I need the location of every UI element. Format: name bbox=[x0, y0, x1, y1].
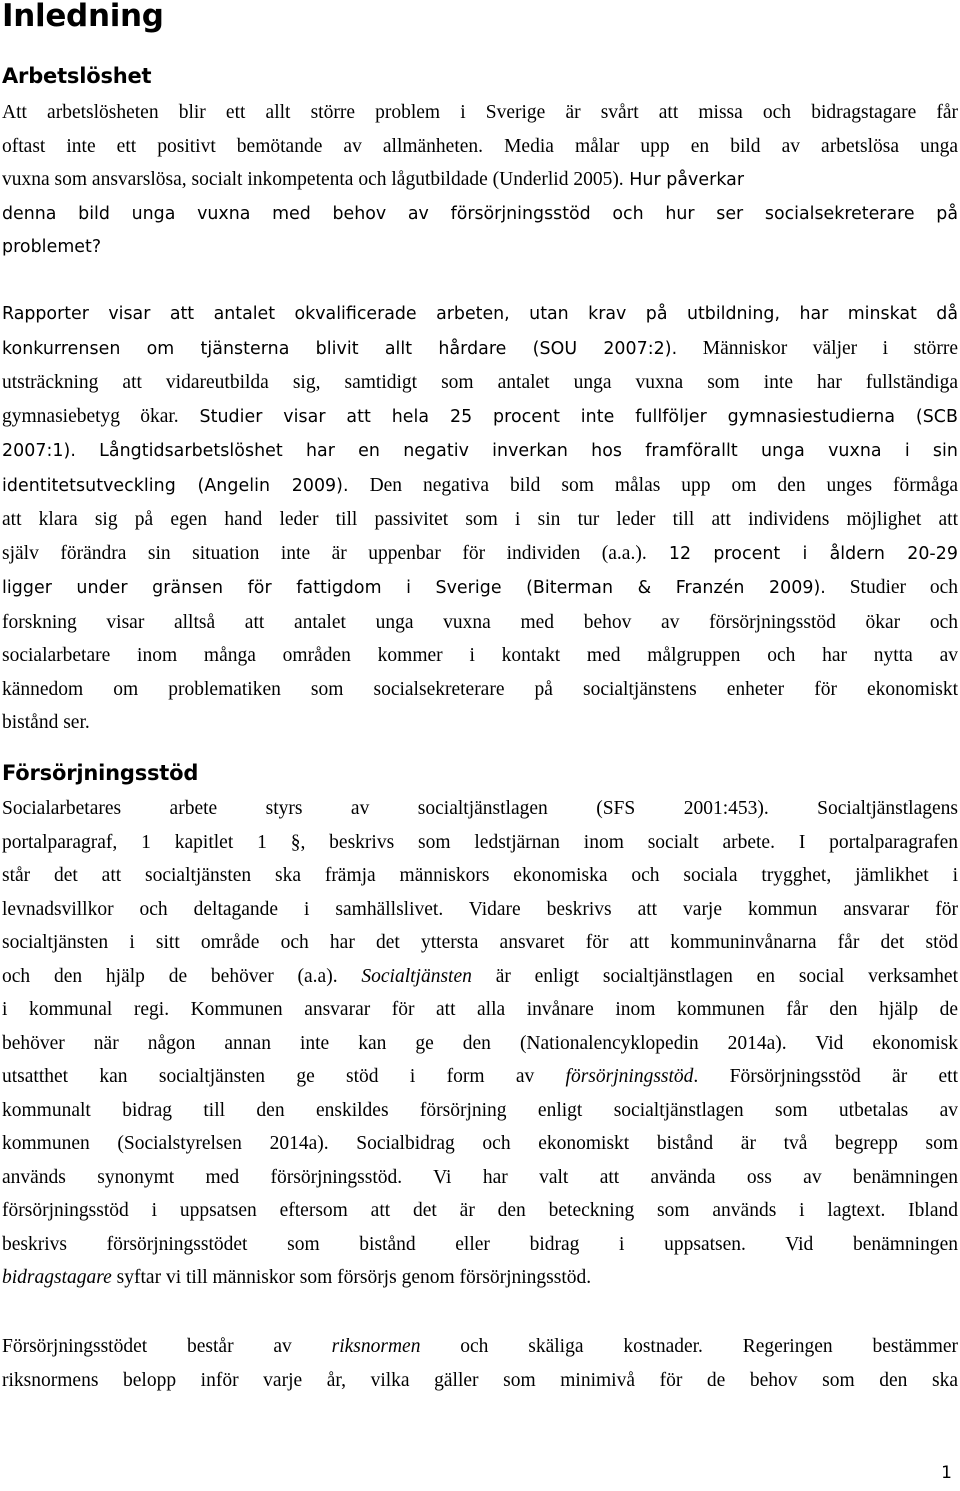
section-heading-forsorjningsstod: Försörjningsstöd bbox=[2, 761, 199, 785]
text-line bbox=[2, 400, 958, 435]
text-line bbox=[2, 960, 958, 994]
text-run: identitetsutveckling (Angelin 2009). bbox=[2, 475, 349, 496]
text-line bbox=[2, 434, 958, 469]
paragraph-forsorjningsstod-1 bbox=[2, 792, 958, 1295]
text-run: och den hjälp de behöver (a.a). bbox=[2, 965, 338, 987]
text-line: utsträckning att vidareutbilda sig, samtidigt som antalet unga vuxna som inte har fullständiga bbox=[2, 372, 958, 393]
page-number: 1 bbox=[941, 1463, 952, 1483]
text-line bbox=[2, 1261, 958, 1295]
page-title: Inledning bbox=[2, 0, 164, 34]
text-run: . Försörjningsstöd är ett bbox=[693, 1066, 958, 1087]
text-line: oftast inte ett positivt bemötande av allmänheten. Media målar upp en bild av arbetslösa unga bbox=[2, 135, 958, 157]
text-run: 12 procent i åldern 20-29 bbox=[646, 543, 958, 564]
text-line bbox=[2, 1060, 958, 1094]
text-run: vuxna som ansvarslösa, socialt inkompetenta och lågutbildade (Underlid 2005). bbox=[2, 169, 624, 190]
text-line bbox=[2, 163, 958, 198]
text-run: gymnasiebetyg ökar. bbox=[2, 405, 179, 427]
text-run: Människor väljer i större bbox=[677, 337, 958, 359]
text-line: Att arbetslösheten blir ett allt större problem i Sverige är svårt att missa och bidragstagare får bbox=[2, 102, 958, 123]
text-line bbox=[2, 1330, 958, 1364]
text-line: bistånd ser. bbox=[2, 712, 90, 733]
text-line: levnadsvillkor och deltagande i samhällslivet. Vidare beskrivs att varje kommun ansvarar för bbox=[2, 898, 958, 920]
text-run: utsatthet kan socialtjänsten ge stöd i form av bbox=[2, 1066, 566, 1087]
text-run-italic: bidragstagare bbox=[2, 1267, 112, 1288]
text-line: Rapporter visar att antalet okvalificerade arbeten, utan krav på utbildning, har minskat då bbox=[2, 304, 958, 324]
text-run-italic: Socialtjänsten bbox=[361, 965, 472, 987]
text-run: Studier visar att hela 25 procent inte fullföljer gymnasiestudierna (SCB bbox=[178, 406, 958, 427]
text-run: Den negativa bild som målas upp om den unges förmåga bbox=[348, 474, 958, 496]
text-line: står det att socialtjänsten ska främja människors ekonomiska och sociala trygghet, jämlikhet i bbox=[2, 865, 958, 886]
text-line: behöver när någon annan inte kan ge den (Nationalencyklopedin 2014a). Vid ekonomisk bbox=[2, 1032, 958, 1054]
text-run: är enligt socialtjänstlagen en social verksamhet bbox=[471, 965, 958, 987]
text-run-italic: försörjningsstöd bbox=[565, 1066, 694, 1087]
text-line: denna bild unga vuxna med behov av försörjningsstöd och hur ser socialsekreterare på bbox=[2, 203, 958, 224]
text-run-italic: riksnormen bbox=[331, 1336, 421, 1357]
text-line: kännedom om problematiken som socialsekreterare på socialtjänstens enheter för ekonomiskt bbox=[2, 678, 958, 700]
text-line: forskning visar alltså att antalet unga vuxna med behov av försörjningsstöd ökar och bbox=[2, 611, 958, 633]
text-line: socialarbetare inom många områden kommer i kontakt med målgruppen och har nytta av bbox=[2, 645, 958, 666]
text-line bbox=[2, 571, 958, 606]
text-run: Långtidsarbetslöshet har en negativ inverkan hos framförallt unga vuxna i sin bbox=[75, 441, 958, 461]
text-run: ligger under gränsen för fattigdom i Sverige (Biterman & Franzén 2009). bbox=[2, 578, 826, 598]
text-run: Hur påverkar bbox=[623, 170, 745, 190]
text-run: syftar vi till människor som försörjs genom försörjningsstöd. bbox=[111, 1267, 592, 1288]
text-line: används synonymt med försörjningsstöd. Vi har valt att använda oss av benämningen bbox=[2, 1166, 958, 1188]
text-line: socialtjänsten i sitt område och har det yttersta ansvaret för att kommuninvånarna får det stöd bbox=[2, 932, 958, 953]
text-line: riksnormens belopp inför varje år, vilka gäller som minimivå för de behov som den ska bbox=[2, 1369, 958, 1391]
text-run bbox=[338, 966, 362, 987]
text-line: beskrivs försörjningsstödet som bistånd eller bidrag i uppsatsen. Vid benämningen bbox=[2, 1233, 958, 1255]
text-line: kommunen (Socialstyrelsen 2014a). Socialbidrag och ekonomiskt bistånd är två begrepp som bbox=[2, 1133, 958, 1154]
paragraph-arbetsloshet-2 bbox=[2, 298, 958, 740]
text-line bbox=[2, 469, 958, 504]
paragraph-arbetsloshet-1 bbox=[2, 96, 958, 265]
section-heading-arbetsloshet: Arbetslöshet bbox=[2, 64, 152, 88]
text-run: Försörjningsstödet består av bbox=[2, 1336, 332, 1357]
text-line: kommunalt bidrag till den enskildes försörjning enligt socialtjänstlagen som utbetalas av bbox=[2, 1099, 958, 1121]
text-line: portalparagraf, 1 kapitlet 1 §, beskrivs som ledstjärnan inom socialt arbete. I portalparagrafen bbox=[2, 831, 958, 853]
text-run: och skäliga kostnader. Regeringen bestämmer bbox=[420, 1336, 958, 1357]
text-line: problemet? bbox=[2, 237, 102, 257]
text-line: försörjningsstöd i uppsatsen eftersom att det är den beteckning som används i lagtext. Ibland bbox=[2, 1200, 958, 1221]
text-run: 2007:1). bbox=[2, 441, 76, 461]
text-run: Studier och bbox=[825, 577, 958, 598]
text-line bbox=[2, 332, 958, 367]
text-line bbox=[2, 537, 958, 572]
text-run: själv förändra sin situation inte är uppenbar för individen (a.a.). bbox=[2, 542, 647, 564]
text-run: konkurrensen om tjänsterna blivit allt hårdare (SOU 2007:2). bbox=[2, 338, 678, 359]
text-line: i kommunal regi. Kommunen ansvarar för att alla invånare inom kommunen får den hjälp de bbox=[2, 999, 958, 1020]
paragraph-forsorjningsstod-2 bbox=[2, 1330, 958, 1397]
text-line: att klara sig på egen hand leder till passivitet som i sin tur leder till att individens möjlighet att bbox=[2, 509, 958, 530]
text-line: Socialarbetares arbete styrs av socialtjänstlagen (SFS 2001:453). Socialtjänstlagens bbox=[2, 798, 958, 819]
